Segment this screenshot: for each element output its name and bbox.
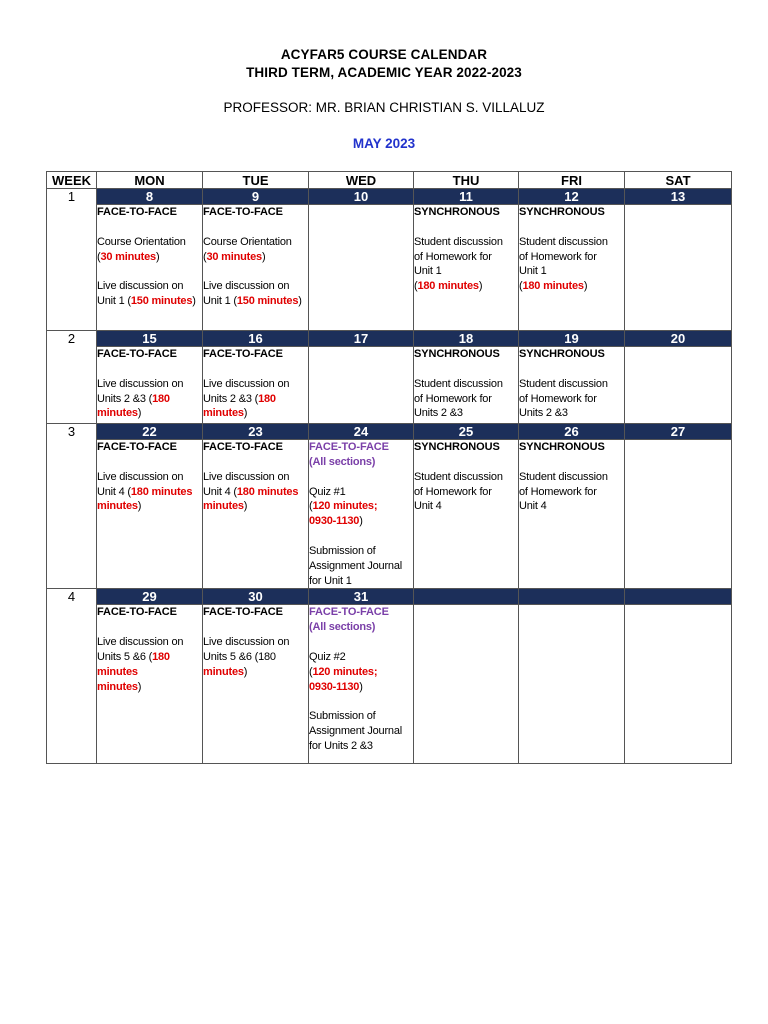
date-cell: 23 [203, 424, 309, 440]
day-cell: FACE-TO-FACE Live discussion on Unit 4 (180 minutes minutes) [97, 440, 203, 589]
date-cell [414, 589, 519, 605]
date-cell: 16 [203, 331, 309, 347]
day-cell: SYNCHRONOUS Student discussion of Homework for Unit 1 (180 minutes) [414, 205, 519, 331]
week-content-row [47, 347, 732, 424]
quiz-label: Quiz #1 [309, 485, 346, 498]
day-cell [625, 440, 732, 589]
week-number: 4 [47, 589, 97, 764]
day-cell [309, 205, 414, 331]
duration: 150 minutes [130, 295, 193, 308]
session-mode: FACE-TO-FACE [97, 206, 177, 218]
professor-line: PROFESSOR: MR. BRIAN CHRISTIAN S. VILLALUZ [223, 100, 545, 115]
column-header-fri: FRI [519, 172, 625, 189]
date-row [47, 331, 732, 347]
day-cell: FACE-TO-FACE Course Orientation (30 minutes) Live discussion on Unit 1 (150 minutes) [203, 205, 309, 331]
date-cell: 15 [97, 331, 203, 347]
date-cell: 12 [519, 189, 625, 205]
session-mode: SYNCHRONOUS [519, 441, 605, 453]
date-cell: 20 [625, 331, 732, 347]
date-cell [625, 589, 732, 605]
date-cell: 27 [625, 424, 732, 440]
day-cell: FACE-TO-FACE Course Orientation (30 minutes) Live discussion on Unit 1 (150 minutes) [97, 205, 203, 331]
duration: 180 minutes [203, 392, 276, 420]
month-heading: MAY 2023 [352, 136, 416, 151]
column-header-week: WEEK [47, 172, 97, 189]
all-sections-note: (All sections) [309, 455, 376, 468]
day-cell [625, 205, 732, 331]
column-header-wed: WED [309, 172, 414, 189]
day-cell: FACE-TO-FACE Live discussion on Units 2 &3 (180 minutes) [97, 347, 203, 424]
duration: 180 minutes [522, 280, 584, 293]
duration: 30 minutes [100, 250, 156, 263]
date-cell: 24 [309, 424, 414, 440]
date-cell: 29 [97, 589, 203, 605]
week-content-row [47, 440, 732, 589]
date-cell: 11 [414, 189, 519, 205]
session-mode: FACE-TO-FACE [203, 348, 283, 360]
session-mode: SYNCHRONOUS [519, 348, 605, 360]
date-cell: 17 [309, 331, 414, 347]
session-mode: FACE-TO-FACE [203, 606, 283, 619]
document-subtitle: THIRD TERM, ACADEMIC YEAR 2022-2023 [246, 65, 522, 80]
session-mode: FACE-TO-FACE [97, 441, 177, 453]
column-header-sat: SAT [625, 172, 732, 189]
date-cell: 10 [309, 189, 414, 205]
session-mode: FACE-TO-FACE [203, 206, 283, 218]
date-cell: 9 [203, 189, 309, 205]
date-cell: 18 [414, 331, 519, 347]
week-number: 2 [47, 331, 97, 424]
day-cell: FACE-TO-FACE Live discussion on Unit 4 (180 minutes minutes) [203, 440, 309, 589]
day-cell [625, 347, 732, 424]
duration: 150 minutes [236, 295, 299, 308]
duration: 180 minutes [417, 280, 479, 293]
day-cell: SYNCHRONOUS Student discussion of Homework for Unit 4 [414, 440, 519, 589]
duration: 180 minutes [130, 485, 193, 498]
document-title: ACYFAR5 COURSE CALENDAR [280, 47, 488, 62]
day-cell: SYNCHRONOUS Student discussion of Homework for Unit 4 [519, 440, 625, 589]
session-mode: SYNCHRONOUS [519, 206, 605, 218]
day-cell [414, 605, 519, 764]
date-cell [519, 589, 625, 605]
session-mode: FACE-TO-FACE [203, 441, 283, 453]
day-cell: SYNCHRONOUS Student discussion of Homework for Unit 1 (180 minutes) [519, 205, 625, 331]
week-number: 3 [47, 424, 97, 589]
session-mode: SYNCHRONOUS [414, 206, 500, 218]
all-sections-note: (All sections) [309, 621, 376, 634]
session-mode: FACE-TO-FACE [309, 441, 389, 453]
week-content-row [47, 605, 732, 764]
day-cell: FACE-TO-FACE Live discussion on Units 2 &3 (180 minutes) [203, 347, 309, 424]
day-cell: SYNCHRONOUS Student discussion of Homework for Units 2 &3 [519, 347, 625, 424]
duration: 180 minutes [97, 650, 170, 678]
day-cell [309, 347, 414, 424]
column-header-thu: THU [414, 172, 519, 189]
date-cell: 25 [414, 424, 519, 440]
day-cell: SYNCHRONOUS Student discussion of Homework for Units 2 &3 [414, 347, 519, 424]
session-mode: FACE-TO-FACE [309, 606, 389, 619]
column-header-row [47, 172, 732, 189]
duration: 180 minutes [236, 485, 299, 498]
duration: 180 minutes [97, 392, 170, 420]
date-row [47, 589, 732, 605]
day-cell: FACE-TO-FACE (All sections) Quiz #2 (120 minutes; 0930-1130) Submission of Assignment Journal for Units 2 &3 [309, 605, 414, 764]
date-cell: 22 [97, 424, 203, 440]
date-cell: 13 [625, 189, 732, 205]
session-mode: SYNCHRONOUS [414, 348, 500, 360]
column-header-tue: TUE [203, 172, 309, 189]
session-mode: FACE-TO-FACE [97, 348, 177, 360]
duration: 30 minutes [206, 250, 262, 263]
date-cell: 8 [97, 189, 203, 205]
day-cell [519, 605, 625, 764]
week-number: 1 [47, 189, 97, 331]
date-cell: 19 [519, 331, 625, 347]
calendar-table [46, 171, 732, 764]
week-content-row [47, 205, 732, 331]
date-cell: 31 [309, 589, 414, 605]
date-row [47, 189, 732, 205]
column-header-mon: MON [97, 172, 203, 189]
quiz-label: Quiz #2 [309, 650, 346, 663]
day-cell: FACE-TO-FACE Live discussion on Units 5 &6 (180 minutes minutes) [97, 605, 203, 764]
date-cell: 26 [519, 424, 625, 440]
date-cell: 30 [203, 589, 309, 605]
date-row [47, 424, 732, 440]
day-cell: FACE-TO-FACE Live discussion on Units 5 &6 (180 minutes) [203, 605, 309, 764]
day-cell [625, 605, 732, 764]
session-mode: SYNCHRONOUS [414, 441, 500, 453]
session-mode: FACE-TO-FACE [97, 606, 177, 619]
day-cell: FACE-TO-FACE (All sections) Quiz #1 (120 minutes; 0930-1130) Submission of Assignment Journal for Unit 1 [309, 440, 414, 589]
